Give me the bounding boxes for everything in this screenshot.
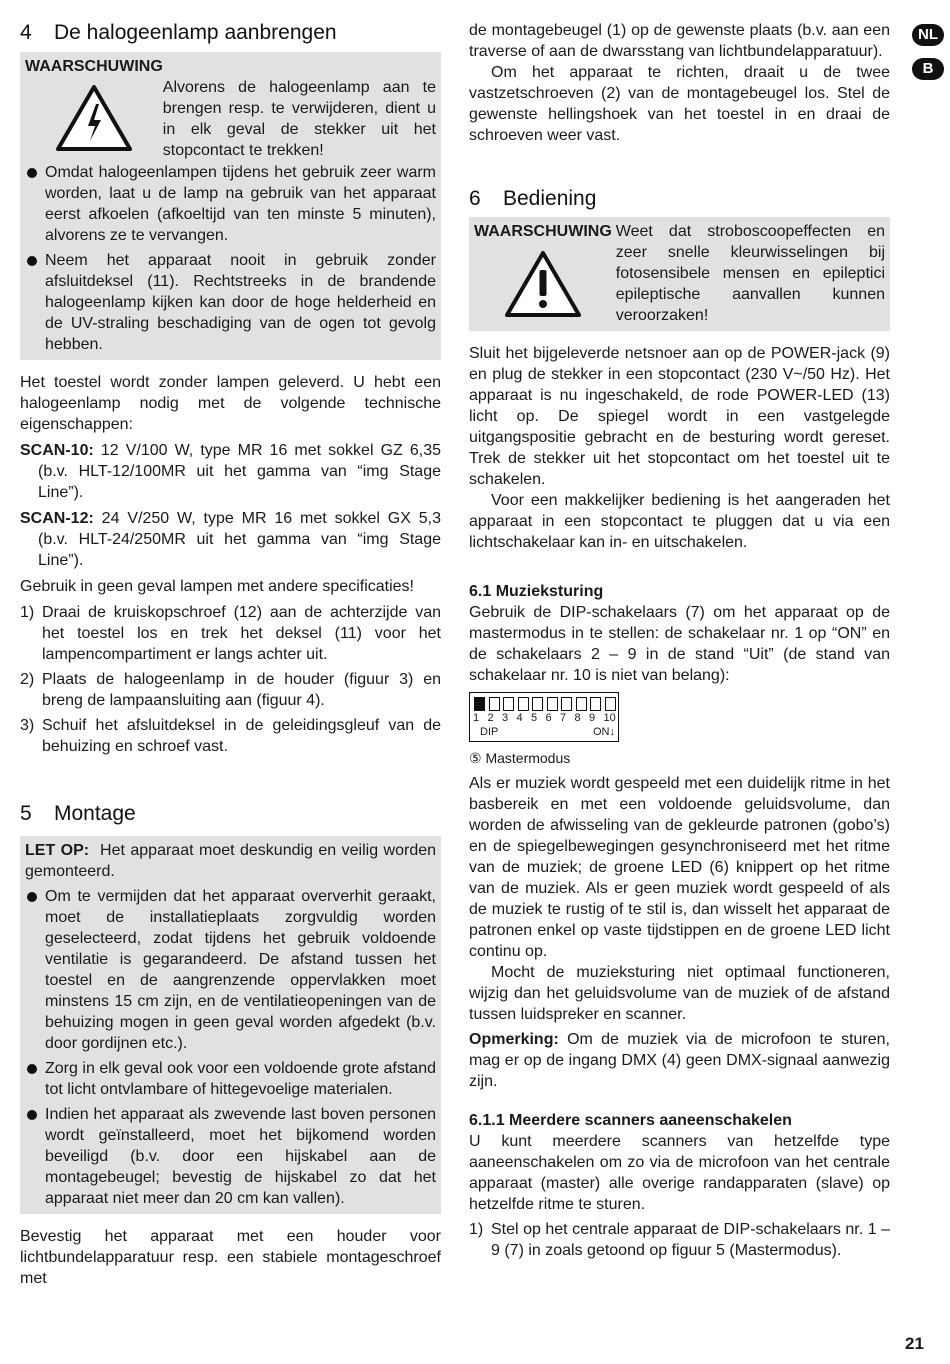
section-6-1-heading: 6.1 Muzieksturing [469,583,604,600]
section-5-attention-box [20,836,441,1214]
dip-switch-2 [489,697,500,711]
dip-switch-6 [547,697,558,711]
dip-switch-8 [576,697,587,711]
list-item: 1) Draai de kruiskopschroef (12) aan de achterzijde van het toestel los en trek het deksel (11) voor het lampencompartiment er langs achter uit. [20,604,441,663]
dip-switch-1 [474,697,485,711]
list-item: Om te vermijden dat het apparaat oververhit geraakt, moet de installatieplaats zorgvuldig worden geselecteerd, zodat tijdens het gebruik voldoende ventilatie is gegarandeerd. De afstand tussen het toestel en de aangrenzende oppervlakken moet minstens 15 cm zijn, en de ventilatieopeningen van de behuizing mogen in geen geval worden afgedekt (b.v. door gordijnen etc.). [25,886,436,1054]
dip-switch-9 [590,697,601,711]
dip-switch-number: 3 [502,712,509,724]
power-paragraph: Sluit het bijgeleverde netsnoer aan op de POWER-jack (9) en plug de stekker in een stopcontact (230 V~/50 Hz). Het apparaat is nu ingeschakeld, de rode POWER-LED (13) licht op. De spiegel wordt in een vastgelegde uitgangspositie gebracht en de besturing wordt gereset. Trek de stekker uit het stopcontact om het toestel uit te schakelen. [469,345,890,488]
electric-shock-warning-icon [25,77,163,159]
dip-on-label: ON↓ [593,726,615,738]
dip-label: DIP [480,726,499,738]
list-item: 1) Stel op het centrale apparaat de DIP-schakelaars nr. 1 – 9 (7) in zoals getoond op figuur 5 (Mastermodus). [469,1221,890,1259]
mounting-paragraph-end: de montagebeugel (1) op de gewenste plaats (b.v. aan een traverse of aan de dwarsstang van lichtbundelapparatuur). [469,22,890,60]
spec-scan-10: SCAN-10: 12 V/100 W, type MR 16 met sokkel GZ 6,35 (b.v. HLT-12/100MR uit het gamma van “img Stage Line”). [20,442,441,501]
section-6-warning-box [469,217,890,331]
warning-label: WAARSCHUWING [474,223,612,240]
mounting-adjust-paragraph: Om het apparaat te richten, draait u de twee vastzetschroeven (2) van de montagebeugel los. Stel de gewenste hellingshoek van het toestel in en draai de schroeven weer vast. [469,64,890,144]
list-item: Omdat halogeenlampen tijdens het gebruik zeer warm worden, laat u de lamp na gebruik van het apparaat eerst afkoelen (afkoeltijd van ten minste 5 minuten), alvorens ze te vervangen. [25,162,436,246]
dip-switch-4 [518,697,529,711]
dip-switch-5 [532,697,543,711]
dip-switch-10 [605,697,616,711]
right-column [469,20,890,1265]
dip-switch-number: 8 [574,712,581,724]
language-tag-nl: NL [912,24,944,46]
left-column [20,20,441,1289]
exclamation-warning-icon [474,242,612,326]
figure-caption: ⑤ Mastermodus [469,750,571,766]
list-item: Zorg in elk geval ook voor een voldoende grote afstand tot licht ontvlambare of hittegevoelige materialen. [25,1058,436,1100]
spec-warning-note: Gebruik in geen geval lampen met andere specificaties! [20,578,414,595]
section-6-warning-text: Weet dat stroboscoopeffecten en zeer snelle kleurwisselingen bij fotosensibele mensen en epileptici epileptische aanvallen kunnen veroorzaken! [615,223,885,324]
dip-setup-paragraph: Gebruik de DIP-schakelaars (7) om het apparaat op de mastermodus in te stellen: de schakelaar nr. 1 op “ON” en de schakelaars 2 – 9 in de stand “Uit” (de stand van schakelaar nr. 10 is niet van belang): [469,604,890,684]
section-4-heading: 4 De halogeenlamp aanbrengen [20,21,337,44]
lamp-steps [20,602,441,757]
list-item: Neem het apparaat nooit in gebruik zonder afsluitdeksel (11). Rechtstreeks in de brandende halogeenlamp kijken kan door de hoge helderheid en de UV-straling beschadiging van de ogen tot gevolg hebben. [25,250,436,355]
music-sync-paragraph: Als er muziek wordt gespeeld met een duidelijk ritme in het basbereik en met een voldoende geluidsvolume, dan worden de afwisseling van de gekleurde patronen (gobo’s) en de spiegelbewegingen gesynchroniseerd met het ritme van de muziek; de groene LED (6) knippert op het ritme van de muziek. Als er geen muziek wordt gespeeld of als de muziek te rustig of te stil is, dan wisselt het apparaat de patronen enkel op vaste tijdstippen en de groene LED licht continu op. [469,775,890,960]
dip-switch-number: 2 [487,712,494,724]
dip-switch-number: 4 [516,712,523,724]
dip-switch-7 [561,697,572,711]
section-5-heading: 5 Montage [20,802,136,825]
dip-switch-number: 10 [603,712,616,724]
linking-steps [469,1219,890,1261]
music-troubleshoot-paragraph: Mocht de muzieksturing niet optimaal functioneren, wijzig dan het geluidsvolume van de muziek of de afstand tussen luidspreker en scanner. [469,964,890,1023]
mounting-paragraph-start: Bevestig het apparaat met een houder voor lichtbundelapparatuur resp. een stabiele montageschroef met [20,1228,441,1287]
linking-paragraph: U kunt meerdere scanners van hetzelfde type aaneenschakelen om zo via de microfoon van het centrale apparaat (master) alle overige randapparaten (slave) op hetzelfde ritme te sturen. [469,1133,890,1213]
language-tag-b: B [912,58,944,80]
attention-text: LET OP: Het apparaat moet deskundig en veilig worden gemonteerd. [25,842,437,880]
list-item: 3) Schuif het afsluitdeksel in de geleidingsgleuf van de behuizing en schroef vast. [20,717,441,755]
section-4-warning-box [20,52,441,360]
dip-switch-number: 1 [473,712,480,724]
section-4-warning-text: Alvorens de halogeenlamp aan te brengen resp. te verwijderen, dient u in elk geval de stekker uit het stopcontact te trekken! [162,79,436,159]
lamp-intro: Het toestel wordt zonder lampen geleverd. U hebt een halogeenlamp nodig met de volgende technische eigenschappen: [20,374,441,433]
list-item: Indien het apparaat als zwevende last boven personen wordt geïnstalleerd, moet het bijkomend worden beveiligd (b.v. door een hijskabel aan de montagebeugel; bevestig de hijskabel zo dat het apparaat niet meer dan 20 cm kan vallen). [25,1104,436,1209]
dip-switch-number: 9 [589,712,596,724]
dip-switch-number: 7 [560,712,567,724]
dip-switch-number: 6 [545,712,552,724]
spec-scan-12: SCAN-12: 24 V/250 W, type MR 16 met sokkel GX 5,3 (b.v. HLT-24/250MR uit het gamma van “img Stage Line”). [20,510,441,569]
dip-switch-figure [469,692,619,742]
dip-switch-number: 5 [531,712,538,724]
section-6-heading: 6 Bediening [469,187,597,210]
light-switch-paragraph: Voor een makkelijker bediening is het aangeraden het apparaat in een stopcontact te pluggen dat u via een lichtschakelaar kan in- en uitschakelen. [469,492,890,551]
remark-paragraph: Opmerking: Om de muziek via de microfoon te sturen, mag er op de ingang DMX (4) geen DMX-signaal aanwezig zijn. [469,1031,890,1090]
page-number: 21 [905,1334,924,1353]
warning-label: WAARSCHUWING [25,58,163,75]
section-6-1-1-heading: 6.1.1 Meerdere scanners aaneenschakelen [469,1112,792,1129]
dip-switch-3 [503,697,514,711]
list-item: 2) Plaats de halogeenlamp in de houder (figuur 3) en breng de lampaansluiting aan (figuur 4). [20,671,441,709]
